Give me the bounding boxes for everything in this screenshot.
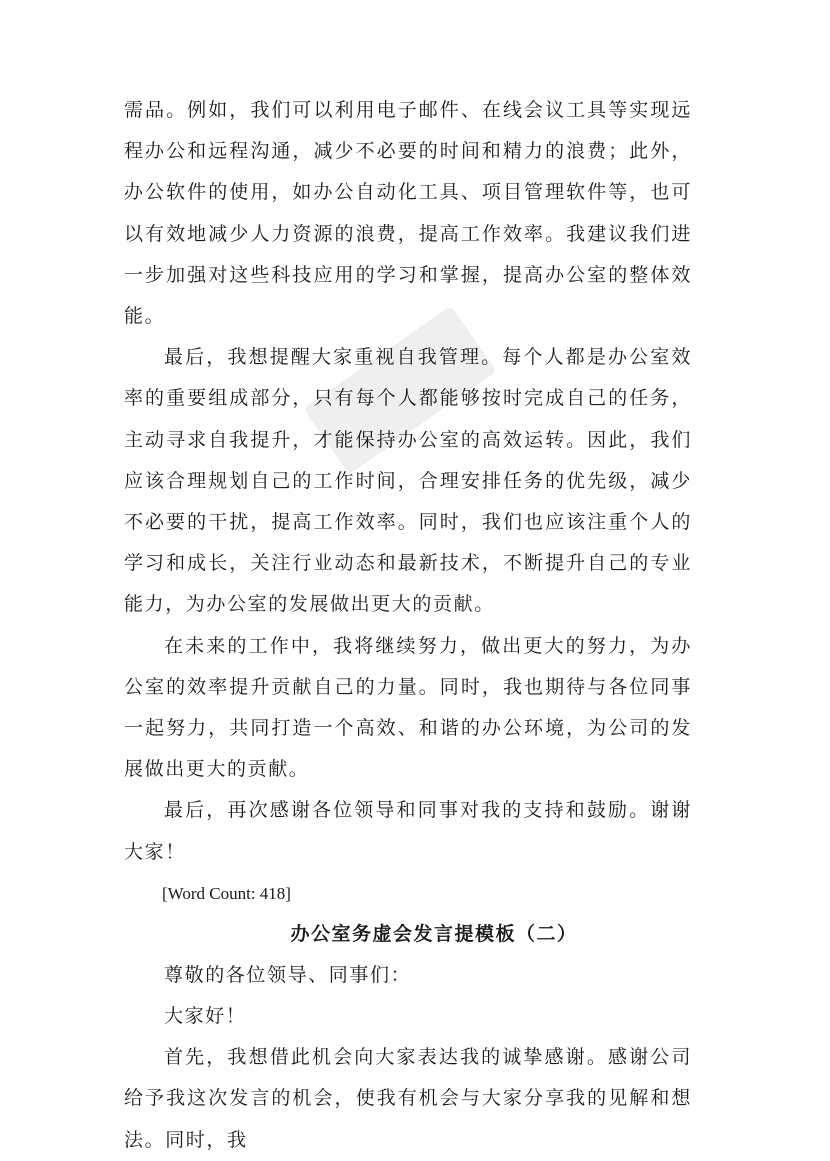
paragraph-intro: 首先，我想借此机会向大家表达我的诚挚感谢。感谢公司给予我这次发言的机会，使我有机会与大家分享我的见解和想法。同时，我 <box>124 1046 692 1151</box>
hello-line: 大家好！ <box>164 1005 247 1028</box>
paragraph-thanks: 最后，再次感谢各位领导和同事对我的支持和鼓励。谢谢大家！ <box>124 799 692 863</box>
paragraph-self-management: 最后，我想提醒大家重视自我管理。每个人都是办公室效率的重要组成部分，只有每个人都能够按时完成自己的任务，主动寻求自我提升，才能保持办公室的高效运转。因此，我们应该合理规划自己的工作时间，合理安排任务的优先级，减少不必要的干扰，提高工作效率。同时，我们也应该注重个人的学习和成长，关注行业动态和最新技术，不断提升自己的专业能力，为办公室的发展做出更大的贡献。 <box>124 346 692 616</box>
paragraph-future-work: 在未来的工作中，我将继续努力，做出更大的努力，为办公室的效率提升贡献自己的力量。同时，我也期待与各位同事一起努力，共同打造一个高效、和谐的办公环境，为公司的发展做出更大的贡献。 <box>124 634 692 781</box>
section-title: 办公室务虚会发言提模板（二） <box>290 922 578 945</box>
document-page <box>124 90 692 1161</box>
word-count: [Word Count: 418] <box>162 883 291 903</box>
greeting-line: 尊敬的各位领导、同事们： <box>164 963 412 986</box>
paragraph-tech-apps: 需品。例如，我们可以利用电子邮件、在线会议工具等实现远程办公和远程沟通，减少不必要的时间和精力的浪费；此外，办公软件的使用，如办公自动化工具、项目管理软件等，也可以有效地减少人力资源的浪费，提高工作效率。我建议我们进一步加强对这些科技应用的学习和掌握，提高办公室的整体效能。 <box>124 99 692 328</box>
